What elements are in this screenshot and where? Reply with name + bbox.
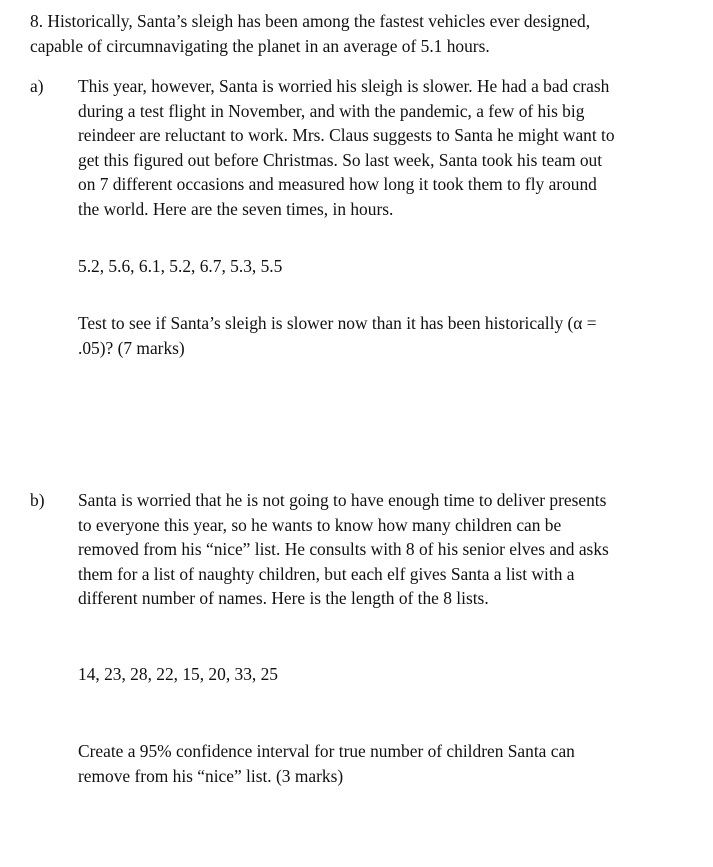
part-a-description-line: get this figured out before Christmas. So last week, Santa took his team out xyxy=(78,149,603,170)
part-a-description-line: during a test flight in November, and with the pandemic, a few of his big xyxy=(78,100,585,121)
question-intro-line: capable of circumnavigating the planet in an average of 5.1 hours. xyxy=(30,35,490,56)
part-b-data-values-text: 14, 23, 28, 22, 15, 20, 33, 25 xyxy=(78,664,278,684)
question-intro-line: 8. Historically, Santa’s sleigh has been among the fastest vehicles ever designed, xyxy=(30,11,591,31)
part-a-task-line: Test to see if Santa’s sleigh is slower now than it has been historically (α = xyxy=(78,313,597,333)
part-b-task-line: Create a 95% confidence interval for true number of children Santa can xyxy=(78,741,575,761)
part-a-description-line: reindeer are reluctant to work. Mrs. Claus suggests to Santa he might want to xyxy=(78,125,615,145)
part-b-data-values xyxy=(78,662,678,687)
part-b-description-line: them for a list of naughty children, but each elf gives Santa a list with a xyxy=(78,563,575,584)
part-a-description-line: the world. Here are the seven times, in hours. xyxy=(78,198,394,219)
part-a-task-line: .05)? (7 marks) xyxy=(78,337,185,358)
part-b-description xyxy=(78,488,678,611)
part-a-data-values xyxy=(78,254,678,279)
part-a-task xyxy=(78,311,678,360)
part-b-task-line: remove from his “nice” list. (3 marks) xyxy=(78,765,344,786)
part-a-description-line: on 7 different occasions and measured how long it took them to fly around xyxy=(78,174,597,194)
part-b-label: b) xyxy=(30,490,45,510)
question-intro xyxy=(30,9,690,58)
part-b-description-line: to everyone this year, so he wants to know how many children can be xyxy=(78,514,562,535)
part-a-description xyxy=(78,74,678,221)
part-b-description-line: Santa is worried that he is not going to have enough time to deliver presents xyxy=(78,490,607,510)
part-a-label: a) xyxy=(30,76,44,96)
part-b-task xyxy=(78,739,678,788)
part-b-description-line: removed from his “nice” list. He consults with 8 of his senior elves and asks xyxy=(78,539,609,559)
part-a-data-values-text: 5.2, 5.6, 6.1, 5.2, 6.7, 5.3, 5.5 xyxy=(78,256,283,276)
part-a-description-line: This year, however, Santa is worried his sleigh is slower. He had a bad crash xyxy=(78,76,610,96)
part-b-description-line: different number of names. Here is the length of the 8 lists. xyxy=(78,588,489,608)
